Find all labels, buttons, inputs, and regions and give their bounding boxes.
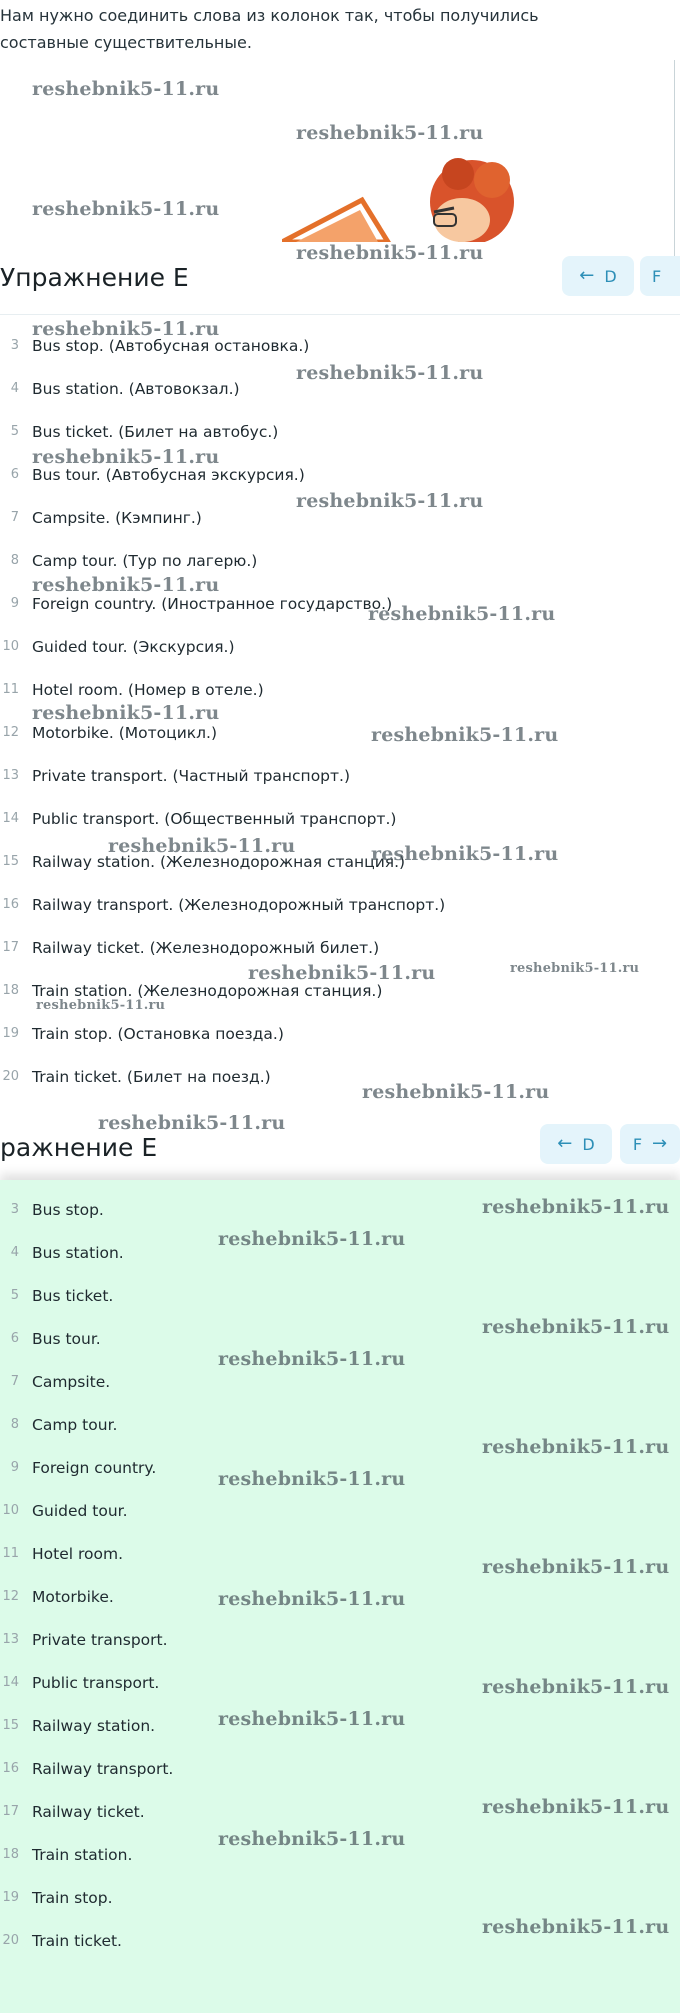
item-number: 5: [10, 1288, 19, 1303]
list-item: [0, 1661, 173, 1704]
item-number: 14: [2, 1675, 19, 1690]
watermark: reshebnik5-11.ru: [482, 1916, 670, 1938]
item-number: 16: [2, 1761, 19, 1776]
watermark: reshebnik5-11.ru: [98, 1112, 286, 1134]
watermark: reshebnik5-11.ru: [482, 1196, 670, 1218]
item-text: Foreign country.: [32, 1458, 157, 1477]
item-number: 13: [2, 1632, 19, 1647]
list-item: [0, 1532, 173, 1575]
item-number: 9: [10, 1460, 19, 1475]
item-text: Railway station. (Железнодорожная станция.): [32, 852, 406, 871]
item-text: Bus tour.: [32, 1329, 101, 1348]
watermark: reshebnik5-11.ru: [296, 122, 484, 144]
list-item: [0, 754, 445, 797]
watermark: reshebnik5-11.ru: [32, 446, 220, 468]
item-text: Hotel room. (Номер в отеле.): [32, 680, 264, 699]
item-number: 7: [10, 510, 19, 525]
next-exercise-button[interactable]: [620, 1124, 680, 1164]
list-item: [0, 1231, 173, 1274]
watermark: reshebnik5-11.ru: [32, 78, 220, 100]
item-number: 19: [2, 1026, 19, 1041]
item-number: 12: [2, 1589, 19, 1604]
item-number: 17: [2, 1804, 19, 1819]
list-item: [0, 625, 445, 668]
item-text: Guided tour. (Экскурсия.): [32, 637, 235, 656]
item-number: 8: [10, 553, 19, 568]
next-exercise-label: F: [652, 266, 662, 286]
list-item: [0, 1876, 173, 1919]
item-text: Train station. (Железнодорожная станция.): [32, 981, 383, 1000]
watermark: reshebnik5-11.ru: [296, 490, 484, 512]
item-text: Campsite. (Кэмпинг.): [32, 508, 202, 527]
watermark: reshebnik5-11.ru: [371, 843, 559, 865]
item-text: Private transport. (Частный транспорт.): [32, 766, 351, 785]
item-number: 12: [2, 725, 19, 740]
watermark: reshebnik5-11.ru: [32, 198, 220, 220]
item-text: Hotel room.: [32, 1544, 124, 1563]
item-number: 4: [10, 381, 19, 396]
answer-list-plain: [0, 1188, 173, 1962]
watermark: reshebnik5-11.ru: [218, 1348, 406, 1370]
item-text: Train ticket. (Билет на поезд.): [32, 1067, 271, 1086]
list-item: [0, 1274, 173, 1317]
watermark: reshebnik5-11.ru: [248, 962, 436, 984]
exercise-heading: Упражнение E: [0, 263, 189, 292]
item-number: 7: [10, 1374, 19, 1389]
watermark: reshebnik5-11.ru: [510, 961, 640, 976]
watermark: reshebnik5-11.ru: [32, 574, 220, 596]
watermark: reshebnik5-11.ru: [482, 1796, 670, 1818]
item-text: Bus station.: [32, 1243, 124, 1262]
watermark: reshebnik5-11.ru: [296, 362, 484, 384]
prev-exercise-label: D: [604, 266, 617, 286]
item-text: Guided tour.: [32, 1501, 128, 1520]
item-text: Public transport.: [32, 1673, 160, 1692]
item-number: 14: [2, 811, 19, 826]
item-text: Bus ticket. (Билет на автобус.): [32, 422, 279, 441]
watermark: reshebnik5-11.ru: [362, 1081, 550, 1103]
watermark: reshebnik5-11.ru: [218, 1468, 406, 1490]
list-item: [0, 1489, 173, 1532]
watermark: reshebnik5-11.ru: [218, 1828, 406, 1850]
item-text: Railway station.: [32, 1716, 156, 1735]
arrow-left-icon: ←: [579, 265, 595, 286]
list-item: [0, 1360, 173, 1403]
intro-text: Нам нужно соединить слова из колонок так, чтобы получились составные существительные.: [0, 6, 539, 52]
list-item: [0, 1317, 173, 1360]
item-number: 13: [2, 768, 19, 783]
item-text: Bus tour. (Автобусная экскурсия.): [32, 465, 305, 484]
list-item: [0, 797, 445, 840]
watermark: reshebnik5-11.ru: [371, 724, 559, 746]
item-number: 5: [10, 424, 19, 439]
item-text: Train ticket.: [32, 1931, 122, 1950]
list-item: [0, 1833, 173, 1876]
item-text: Railway ticket.: [32, 1802, 145, 1821]
prev-exercise-button[interactable]: [562, 256, 634, 296]
watermark: reshebnik5-11.ru: [482, 1316, 670, 1338]
watermark: reshebnik5-11.ru: [482, 1556, 670, 1578]
item-text: Campsite.: [32, 1372, 111, 1391]
watermark: reshebnik5-11.ru: [32, 702, 220, 724]
item-number: 10: [2, 639, 19, 654]
item-number: 18: [2, 983, 19, 998]
divider: [0, 314, 680, 315]
arrow-left-icon: ←: [557, 1133, 573, 1154]
item-number: 9: [10, 596, 19, 611]
watermark: reshebnik5-11.ru: [482, 1676, 670, 1698]
list-item: [0, 1618, 173, 1661]
prev-exercise-label: D: [582, 1134, 595, 1154]
item-text: Railway transport. (Железнодорожный транспорт.): [32, 895, 446, 914]
item-text: Motorbike.: [32, 1587, 114, 1606]
item-text: Camp tour.: [32, 1415, 118, 1434]
item-number: 4: [10, 1245, 19, 1260]
item-text: Train stop.: [32, 1888, 113, 1907]
item-text: Railway transport.: [32, 1759, 174, 1778]
item-number: 3: [10, 1202, 19, 1217]
item-text: Motorbike. (Мотоцикл.): [32, 723, 218, 742]
watermark: reshebnik5-11.ru: [32, 318, 220, 340]
exercise-heading-sticky: ражнение E: [0, 1133, 158, 1162]
list-item: [0, 883, 445, 926]
item-number: 11: [2, 1546, 19, 1561]
item-number: 20: [2, 1069, 19, 1084]
item-number: 15: [2, 1718, 19, 1733]
next-exercise-label: F: [632, 1134, 643, 1154]
list-item: [0, 1012, 445, 1055]
item-text: Train stop. (Остановка поезда.): [32, 1024, 284, 1043]
watermark: reshebnik5-11.ru: [218, 1708, 406, 1730]
item-text: Public transport. (Общественный транспорт.): [32, 809, 397, 828]
item-number: 15: [2, 854, 19, 869]
watermark: reshebnik5-11.ru: [368, 603, 556, 625]
item-number: 20: [2, 1933, 19, 1948]
carousel-edge: [674, 60, 680, 260]
item-number: 8: [10, 1417, 19, 1432]
watermark: reshebnik5-11.ru: [218, 1588, 406, 1610]
item-text: Foreign country. (Иностранное государство.): [32, 594, 393, 613]
watermark: reshebnik5-11.ru: [36, 998, 166, 1013]
next-exercise-button[interactable]: [640, 256, 680, 296]
item-number: 10: [2, 1503, 19, 1518]
list-item: [0, 1575, 173, 1618]
item-number: 11: [2, 682, 19, 697]
watermark: reshebnik5-11.ru: [482, 1436, 670, 1458]
item-number: 16: [2, 897, 19, 912]
item-text: Bus station. (Автовокзал.): [32, 379, 240, 398]
watermark: reshebnik5-11.ru: [296, 242, 484, 264]
item-number: 6: [10, 467, 19, 482]
prev-exercise-button[interactable]: [540, 1124, 612, 1164]
list-item: [0, 1188, 173, 1231]
item-text: Railway ticket. (Железнодорожный билет.): [32, 938, 380, 957]
item-number: 19: [2, 1890, 19, 1905]
item-text: Camp tour. (Тур по лагерю.): [32, 551, 258, 570]
watermark: reshebnik5-11.ru: [218, 1228, 406, 1250]
item-number: 18: [2, 1847, 19, 1862]
item-text: Train station.: [32, 1845, 133, 1864]
item-text: Bus stop. (Автобусная остановка.): [32, 336, 310, 355]
item-text: Bus stop.: [32, 1200, 104, 1219]
watermark: reshebnik5-11.ru: [108, 835, 296, 857]
list-item: [0, 1747, 173, 1790]
list-item: [0, 1704, 173, 1747]
list-item: [0, 1403, 173, 1446]
list-item: [0, 1790, 173, 1833]
list-item: [0, 1446, 173, 1489]
item-number: 3: [10, 338, 19, 353]
arrow-right-icon: →: [652, 1133, 668, 1154]
item-number: 6: [10, 1331, 19, 1346]
cartoon-character-illustration: [282, 150, 522, 242]
item-text: Bus ticket.: [32, 1286, 114, 1305]
list-item: [0, 1919, 173, 1962]
item-number: 17: [2, 940, 19, 955]
item-text: Private transport.: [32, 1630, 168, 1649]
